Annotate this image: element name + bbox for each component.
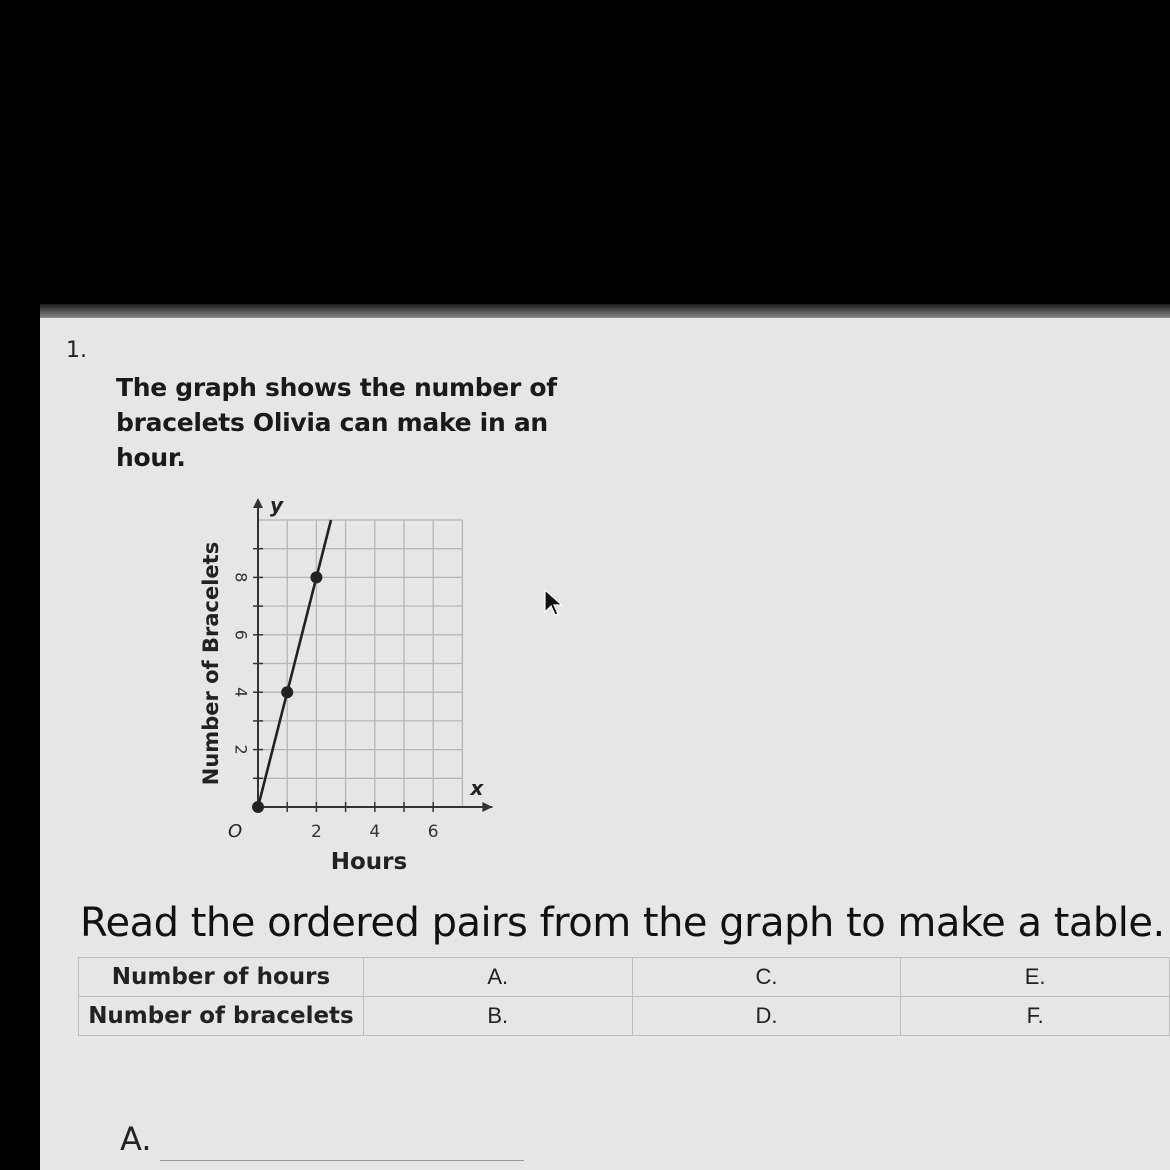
answer-label: A. — [120, 1120, 152, 1158]
x-tick-label: 2 — [310, 822, 322, 842]
cell-c[interactable]: C. — [632, 958, 901, 997]
y-tick-label: 6 — [231, 629, 251, 640]
x-tick-label: 4 — [369, 822, 381, 842]
table-row — [79, 958, 1170, 997]
table-row — [79, 997, 1170, 1036]
row-header-bracelets: Number of bracelets — [79, 997, 364, 1036]
mouse-cursor-icon — [543, 588, 565, 618]
row-header-hours: Number of hours — [79, 958, 364, 997]
x-axis-letter: x — [470, 776, 484, 800]
x-axis-arrow-icon — [482, 802, 492, 812]
answer-input-line[interactable] — [160, 1160, 524, 1161]
bracelets-graph — [180, 480, 510, 880]
y-axis-letter: y — [270, 493, 284, 517]
data-point — [252, 801, 264, 813]
question-number: 1. — [66, 338, 87, 363]
origin-label: O — [228, 821, 243, 842]
data-point — [281, 686, 293, 698]
question-text: The graph shows the number of bracelets Olivia can make in an hour. — [116, 373, 557, 472]
y-tick-label: 4 — [231, 687, 251, 698]
x-tick-label: 6 — [427, 822, 439, 842]
cell-a[interactable]: A. — [363, 958, 632, 997]
cell-e[interactable]: E. — [901, 958, 1170, 997]
ordered-pairs-table — [78, 957, 1170, 1036]
y-tick-label: 8 — [231, 572, 251, 583]
y-tick-label: 2 — [231, 744, 251, 755]
cell-f[interactable]: F. — [901, 997, 1170, 1036]
cell-b[interactable]: B. — [363, 997, 632, 1036]
cell-d[interactable]: D. — [632, 997, 901, 1036]
data-point — [310, 571, 322, 583]
y-axis-title: Number of Bracelets — [199, 541, 223, 786]
y-axis-arrow-icon — [253, 498, 263, 508]
instruction-text: Read the ordered pairs from the graph to make a table. — [80, 900, 1165, 946]
x-axis-title: Hours — [330, 849, 408, 875]
